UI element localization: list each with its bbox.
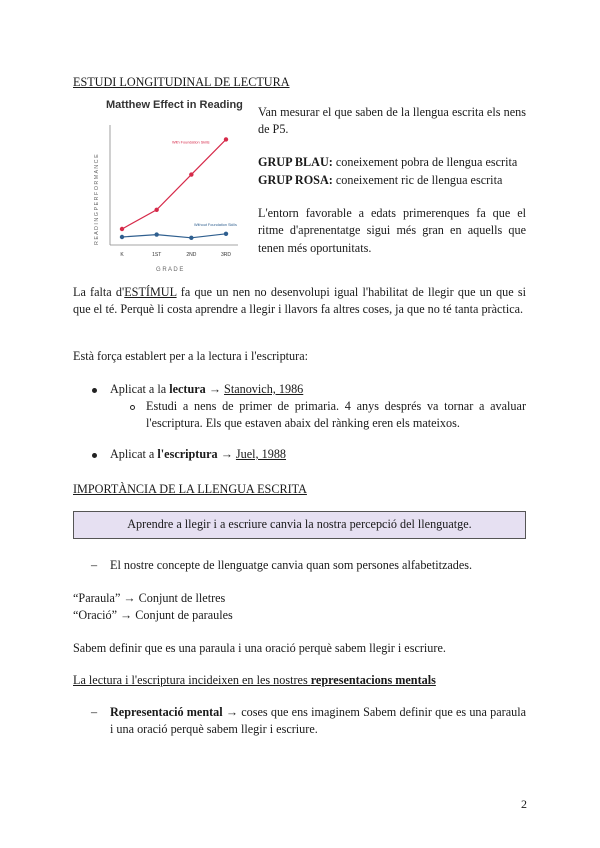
highlight-box: Aprendre a llegir i a escriure canvia la nostra percepció del llenguatge. (73, 511, 526, 539)
bullet-dot (92, 453, 97, 458)
bullet-lectura: Aplicat a la lectura → Stanovich, 1986 (110, 382, 304, 396)
chart-series-line-0 (122, 139, 226, 229)
dash-marker: – (91, 558, 98, 572)
bullet-escriptura: Aplicat a l'escriptura → Juel, 1988 (110, 447, 287, 461)
chart-series-label: With Foundation Skills (172, 140, 210, 145)
chart-x-tick: 3RD (220, 252, 232, 258)
chart-x-ticks (120, 252, 231, 258)
establert-paragraph: Està força establert per a la lectura i l'escriptura: (73, 349, 308, 363)
sabem-paragraph: Sabem definir que es una paraula i una oració perquè sabem llegir i escriure. (73, 641, 446, 655)
dash-marker: – (91, 705, 98, 719)
chart-x-tick: K (120, 252, 124, 258)
chart-title: Matthew Effect in Reading (106, 99, 243, 111)
chart-x-label: G R A D E (156, 267, 184, 273)
chart-series-label: Without Foundation Skills (194, 222, 237, 227)
representacions-heading: La lectura i l'escriptura incideixen en les nostres representacions mentals (73, 673, 436, 687)
entorn-paragraph: L'entorn favorable a edats primerenques fa que el ritme d'aprenentatge sigui més gran en aquells que tenen més oportunitats. (258, 206, 526, 255)
chart-point (189, 236, 193, 240)
dash-item-concepte: El nostre concepte de llenguatge canvia quan som persones alfabetitzades. (110, 558, 473, 572)
ref-stanovich: Stanovich, 1986 (224, 382, 304, 396)
ref-juel: Juel, 1988 (235, 447, 287, 461)
chart-y-label: R E A D I N G P E R F O R M A N C E (94, 154, 100, 245)
falta-paragraph: La falta d'ESTÍMUL fa que un nen no desenvolupi igual l'habilitat de llegir que un que si que el té. Perquè li costa aprendre a llegir i llavors fa altres coses, ja que no té tanta pràctica. (73, 285, 527, 317)
chart-point (224, 137, 228, 141)
group-blau-label: GRUP BLAU: (258, 155, 333, 169)
sub-bullet-circle (130, 405, 135, 410)
dash-item-representacio: Representació mental → coses que ens imaginem Sabem definir que es una paraula i una oració perquè sabem llegir i escriure. (110, 705, 527, 737)
matthew-effect-chart (86, 95, 248, 275)
intro-paragraph: Van mesurar el que saben de la llengua escrita els nens de P5. (258, 105, 526, 137)
chart-point (224, 232, 228, 236)
chart-series (120, 137, 237, 240)
chart-x-tick: 2ND (186, 252, 197, 258)
group-rosa-label: GRUP ROSA: (258, 173, 333, 187)
chart-point (120, 227, 124, 231)
group-rosa-line (258, 172, 538, 189)
group-rosa-text: coneixement ric de llengua escrita (332, 173, 503, 187)
oracio-line: “Oració” → Conjunt de paraules (73, 608, 233, 622)
chart-point (154, 232, 158, 236)
group-blau-text: coneixement pobra de llengua escrita (332, 155, 518, 169)
group-blau-line (258, 154, 538, 171)
section-heading-importancia: IMPORTÀNCIA DE LA LLENGUA ESCRITA (73, 482, 307, 496)
sub-bullet-estudi: Estudi a nens de primer de primaria. 4 anys després va tornar a avaluar l'escriptura. Els que estaven abaix del rànking eren els mateixos. (146, 399, 526, 431)
chart-x-tick: 1ST (152, 252, 162, 258)
paraula-line: “Paraula” → Conjunt de lletres (73, 591, 226, 605)
bullet-dot (92, 388, 97, 393)
chart-point (120, 235, 124, 239)
page-number: 2 (521, 797, 527, 811)
chart-point (189, 172, 193, 176)
chart-series-line-1 (122, 234, 226, 238)
section-heading-longitudinal: ESTUDI LONGITUDINAL DE LECTURA (73, 75, 290, 89)
chart-point (154, 208, 158, 212)
estimul-word: ESTÍMUL (124, 285, 177, 299)
